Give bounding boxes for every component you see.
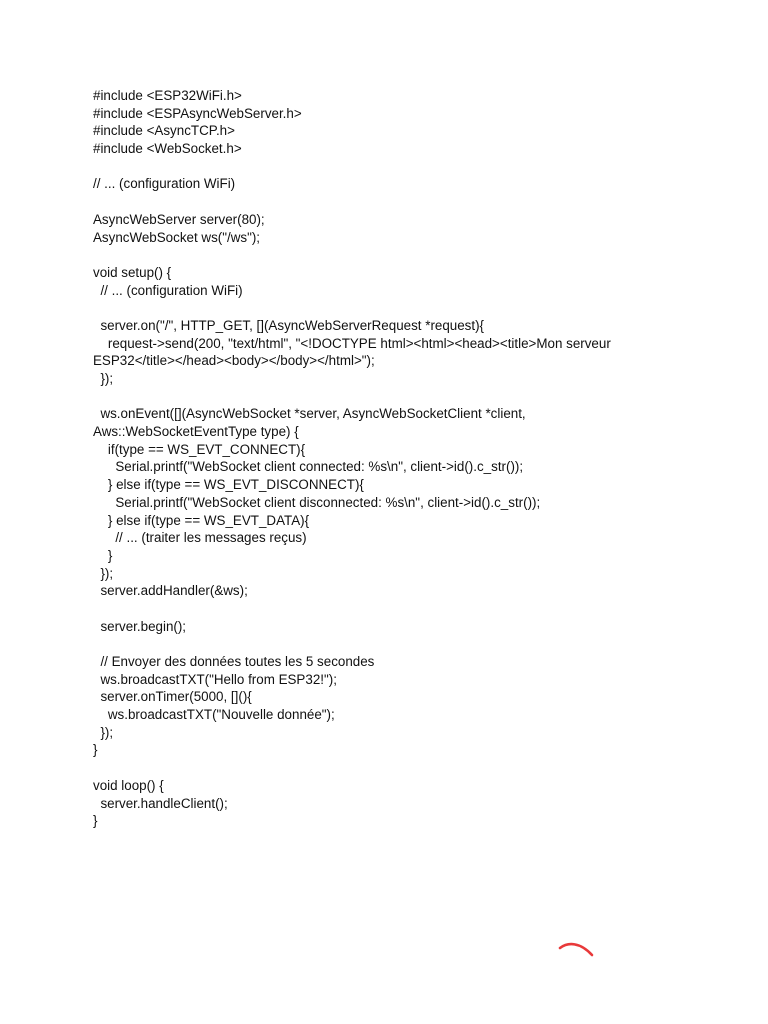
code-line: ws.broadcastTXT("Nouvelle donnée"); (93, 707, 335, 723)
code-line: void setup() { (93, 264, 172, 280)
code-line (93, 388, 693, 406)
code-line: void loop() { (93, 777, 164, 793)
code-line: if(type == WS_EVT_CONNECT){ (93, 441, 306, 457)
code-line (93, 635, 693, 653)
code-line (93, 158, 693, 176)
code-line: }); (93, 371, 114, 386)
red-pen-stroke-icon (556, 940, 600, 964)
code-line: Aws::WebSocketEventType type) { (93, 424, 299, 440)
code-line: server.addHandler(&ws); (93, 583, 248, 599)
code-line: AsyncWebServer server(80); (93, 211, 265, 227)
code-line: request->send(200, "text/html", "<!DOCTYPE html><html><head><title>Mon serveur (93, 335, 611, 351)
code-line: // ... (traiter les messages reçus) (93, 530, 307, 546)
code-line: } (93, 547, 113, 563)
code-line: AsyncWebSocket ws("/ws"); (93, 229, 261, 245)
code-line: #include <ESPAsyncWebServer.h> (93, 105, 302, 121)
code-line (93, 600, 693, 618)
code-line: Serial.printf("WebSocket client disconnected: %s\n", client->id().c_str()); (93, 494, 541, 510)
code-line (93, 299, 693, 317)
code-line: #include <ESP32WiFi.h> (93, 88, 242, 103)
code-line (93, 759, 693, 777)
code-line: server.on("/", HTTP_GET, [](AsyncWebServerRequest *request){ (93, 317, 485, 333)
code-line: #include <WebSocket.h> (93, 141, 242, 157)
code-line: } (93, 742, 98, 758)
code-line: }); (93, 565, 114, 581)
code-line: // ... (configuration WiFi) (93, 176, 236, 192)
code-line (93, 246, 693, 264)
code-line: server.handleClient(); (93, 795, 228, 811)
code-line: server.onTimer(5000, [](){ (93, 689, 252, 705)
code-line: ws.broadcastTXT("Hello from ESP32!"); (93, 671, 337, 687)
code-line: } else if(type == WS_EVT_DATA){ (93, 512, 310, 528)
code-line: ESP32</title></head><body></body></html>"); (93, 353, 375, 369)
code-line: #include <AsyncTCP.h> (93, 123, 235, 139)
code-line: ws.onEvent([](AsyncWebSocket *server, AsyncWebSocketClient *client, (93, 406, 526, 422)
code-line: }); (93, 724, 114, 740)
code-line: server.begin(); (93, 618, 187, 634)
code-line: } (93, 813, 98, 829)
code-line: // ... (configuration WiFi) (93, 282, 243, 298)
code-line: Serial.printf("WebSocket client connected: %s\n", client->id().c_str()); (93, 459, 524, 475)
code-line: // Envoyer des données toutes les 5 secondes (93, 654, 375, 669)
code-block (93, 87, 693, 830)
code-line (93, 193, 693, 211)
code-line: } else if(type == WS_EVT_DISCONNECT){ (93, 477, 364, 493)
